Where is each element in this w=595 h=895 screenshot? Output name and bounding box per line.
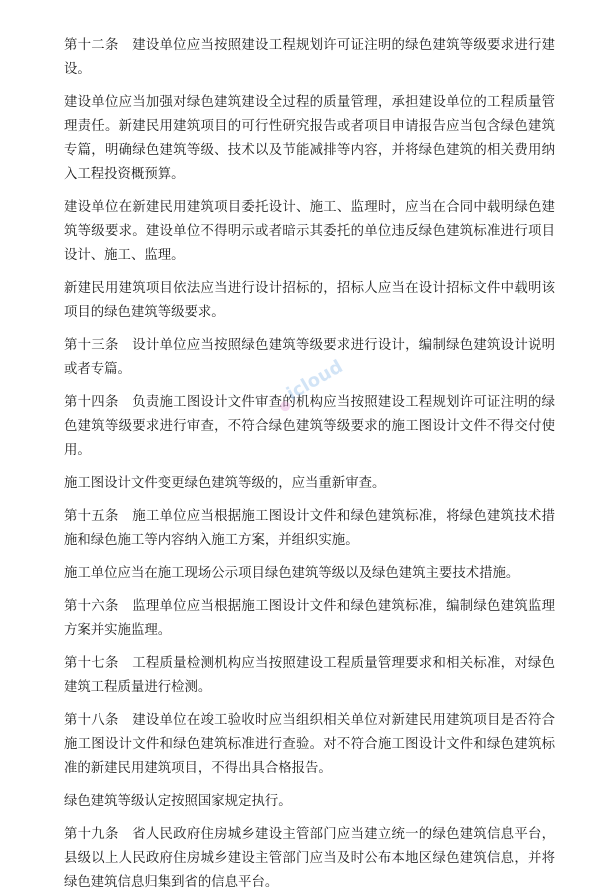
paragraph-article-15: 第十五条 施工单位应当根据施工图设计文件和绿色建筑标准，将绿色建筑技术措施和绿色施工等内容纳入施工方案，并组织实施。 <box>64 509 555 548</box>
paragraph-design-change-review: 施工图设计文件变更绿色建筑等级的，应当重新审查。 <box>64 476 386 491</box>
paragraph-rating-recognition: 绿色建筑等级认定按照国家规定执行。 <box>64 794 292 809</box>
paragraph-article-16: 第十六条 监理单位应当根据施工图设计文件和绿色建筑标准，编制绿色建筑监理方案并实施监理。 <box>64 599 555 638</box>
watermark-text: icloud <box>283 356 347 405</box>
paragraph-article-12: 第十二条 建设单位应当按照建设工程规划许可证注明的绿色建筑等级要求进行建设。 <box>64 38 555 77</box>
paragraph-article-18: 第十八条 建设单位在竣工验收时应当组织相关单位对新建民用建筑项目是否符合施工图设计文件和绿色建筑标准进行查验。对不符合施工图设计文件和绿色建筑标准的新建民用建筑项目，不得出具合格报告。 <box>64 713 555 776</box>
paragraph-quality-management: 建设单位应当加强对绿色建筑建设全过程的质量管理，承担建设单位的工程质量管理责任。新建民用建筑项目的可行性研究报告或者项目申请报告应当包含绿色建筑专篇，明确绿色建筑等级、技术以及节能减排等内容，并将绿色建筑的相关费用纳入工程投资概预算。 <box>64 95 555 182</box>
paragraph-design-tender: 新建民用建筑项目依法应当进行设计招标的，招标人应当在设计招标文件中载明该项目的绿色建筑等级要求。 <box>64 281 555 320</box>
paragraph-contract-requirements: 建设单位在新建民用建筑项目委托设计、施工、监理时，应当在合同中载明绿色建筑等级要求。建设单位不得明示或者暗示其委托的单位违反绿色建筑标准进行项目设计、施工、监理。 <box>64 200 555 263</box>
paragraph-site-publicity: 施工单位应当在施工现场公示项目绿色建筑等级以及绿色建筑主要技术措施。 <box>64 566 520 581</box>
paragraph-article-19: 第十九条 省人民政府住房城乡建设主管部门应当建立统一的绿色建筑信息平台，县级以上人民政府住房城乡建设主管部门应当及时公布本地区绿色建筑信息，并将绿色建筑信息归集到省的信息平台。 <box>64 827 555 890</box>
paragraph-article-17: 第十七条 工程质量检测机构应当按照建设工程质量管理要求和相关标准，对绿色建筑工程质量进行检测。 <box>64 656 555 695</box>
paragraph-article-14: 第十四条 负责施工图设计文件审查的机构应当按照建设工程规划许可证注明的绿色建筑等级要求进行审查，不符合绿色建筑等级要求的施工图设计文件不得交付使用。 <box>64 395 555 458</box>
paragraph-article-13: 第十三条 设计单位应当按照绿色建筑等级要求进行设计，编制绿色建筑设计说明或者专篇。 <box>64 338 555 377</box>
